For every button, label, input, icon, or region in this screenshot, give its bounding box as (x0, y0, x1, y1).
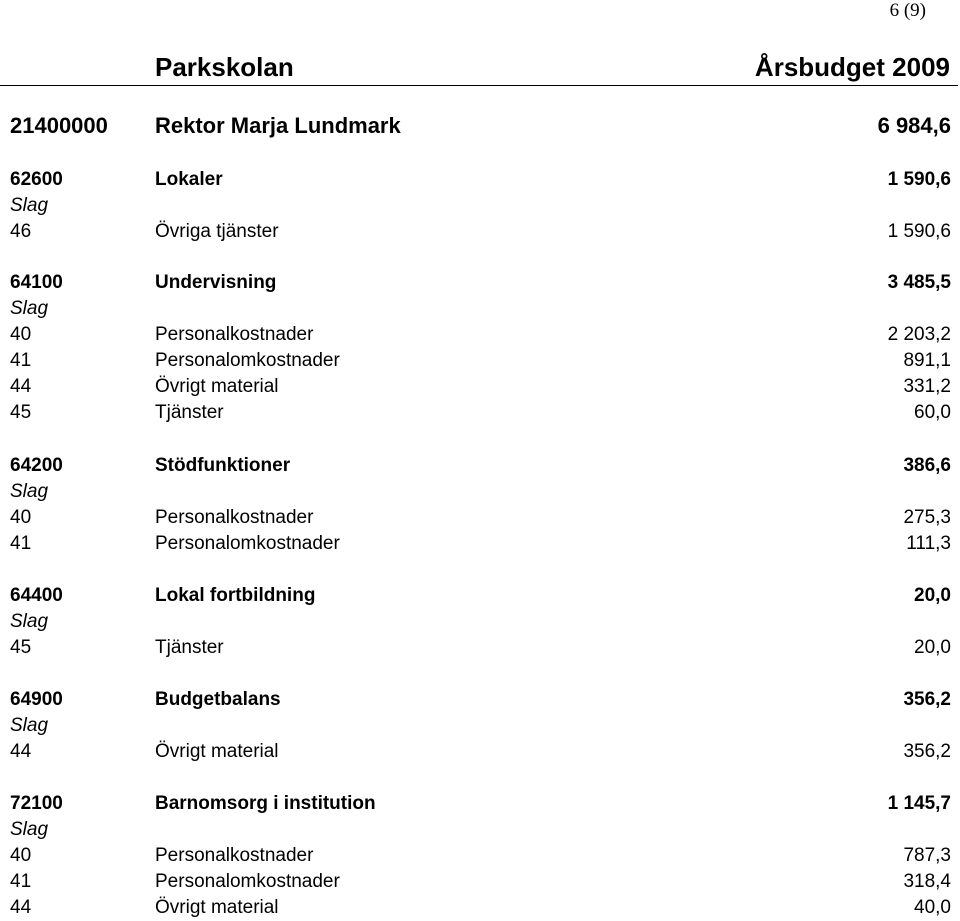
section-amount: 1 145,7 (887, 793, 951, 814)
line-name: Personalkostnader (155, 324, 314, 345)
line-code: 44 (10, 376, 32, 397)
slag-label: Slag (10, 298, 49, 319)
line-code: 41 (10, 871, 32, 892)
section-header-row (10, 687, 951, 713)
slag-label: Slag (10, 715, 49, 736)
section-amount: 20,0 (914, 585, 951, 606)
line-item-row (10, 219, 951, 245)
line-code: 40 (10, 507, 32, 528)
line-name: Personalkostnader (155, 845, 314, 866)
line-amount: 331,2 (903, 376, 951, 397)
line-name: Personalomkostnader (155, 533, 340, 554)
section-name: Lokal fortbildning (155, 585, 316, 606)
slag-label: Slag (10, 195, 49, 216)
line-code: 41 (10, 350, 32, 371)
budget-section (10, 270, 951, 426)
line-item-row (10, 895, 951, 921)
line-code: 44 (10, 897, 32, 918)
line-item-row (10, 374, 951, 400)
line-name: Övriga tjänster (155, 221, 279, 242)
line-item-row (10, 348, 951, 374)
budget-title: Årsbudget 2009 (754, 52, 950, 82)
line-item-row (10, 739, 951, 765)
section-name: Barnomsorg i institution (155, 793, 376, 814)
line-code: 40 (10, 324, 32, 345)
line-name: Övrigt material (155, 897, 279, 918)
section-header-row (10, 167, 951, 193)
line-item-row (10, 322, 951, 348)
slag-label-row (10, 296, 951, 322)
line-amount: 20,0 (914, 637, 951, 658)
line-code: 46 (10, 221, 32, 242)
line-amount: 356,2 (903, 741, 951, 762)
section-name: Undervisning (155, 272, 277, 293)
line-amount: 60,0 (914, 402, 951, 423)
line-item-row (10, 869, 951, 895)
line-amount: 1 590,6 (887, 221, 951, 242)
slag-label-row (10, 479, 951, 505)
line-item-row (10, 531, 951, 557)
line-code: 44 (10, 741, 32, 762)
section-name: Budgetbalans (155, 689, 281, 710)
line-name: Övrigt material (155, 376, 279, 397)
line-name: Personalkostnader (155, 507, 314, 528)
line-amount: 891,1 (903, 350, 951, 371)
section-header-row (10, 583, 951, 609)
line-amount: 318,4 (903, 871, 951, 892)
line-name: Övrigt material (155, 741, 279, 762)
section-header-row (10, 453, 951, 479)
line-name: Tjänster (155, 402, 224, 423)
header-rule (0, 85, 958, 86)
slag-label-row (10, 193, 951, 219)
line-amount: 275,3 (903, 507, 951, 528)
slag-label: Slag (10, 481, 49, 502)
line-amount: 787,3 (903, 845, 951, 866)
slag-label: Slag (10, 611, 49, 632)
line-item-row (10, 400, 951, 426)
section-header-row (10, 270, 951, 296)
section-code: 72100 (10, 793, 63, 814)
section-header-row (10, 791, 951, 817)
section-code: 64200 (10, 455, 63, 476)
line-code: 45 (10, 402, 32, 423)
budget-section (10, 583, 951, 661)
section-amount: 3 485,5 (887, 272, 951, 293)
line-code: 40 (10, 845, 32, 866)
line-code: 41 (10, 533, 32, 554)
section-code: 64900 (10, 689, 63, 710)
section-name: Stödfunktioner (155, 455, 291, 476)
budget-section (10, 167, 951, 245)
section-name: Lokaler (155, 169, 223, 190)
budget-section (10, 791, 951, 921)
slag-label-row (10, 609, 951, 635)
slag-label-row (10, 817, 951, 843)
section-code: 64100 (10, 272, 63, 293)
responsibility-row (10, 112, 951, 140)
section-amount: 386,6 (903, 455, 951, 476)
section-amount: 356,2 (903, 689, 951, 710)
responsibility-name: Rektor Marja Lundmark (155, 113, 401, 138)
slag-label-row (10, 713, 951, 739)
budget-section (10, 453, 951, 557)
line-code: 45 (10, 637, 32, 658)
responsibility-code: 21400000 (10, 113, 108, 138)
section-code: 62600 (10, 169, 63, 190)
section-code: 64400 (10, 585, 63, 606)
section-amount: 1 590,6 (887, 169, 951, 190)
line-item-row (10, 635, 951, 661)
slag-label: Slag (10, 819, 49, 840)
responsibility-amount: 6 984,6 (877, 113, 951, 138)
line-amount: 40,0 (914, 897, 951, 918)
line-item-row (10, 843, 951, 869)
line-name: Tjänster (155, 637, 224, 658)
line-item-row (10, 505, 951, 531)
line-amount: 2 203,2 (887, 324, 951, 345)
line-name: Personalomkostnader (155, 871, 340, 892)
document-header (155, 51, 950, 83)
line-name: Personalomkostnader (155, 350, 340, 371)
line-amount: 111,3 (906, 533, 951, 554)
school-name: Parkskolan (155, 52, 294, 82)
page-number: 6 (9) (889, 0, 926, 21)
budget-section (10, 687, 951, 765)
